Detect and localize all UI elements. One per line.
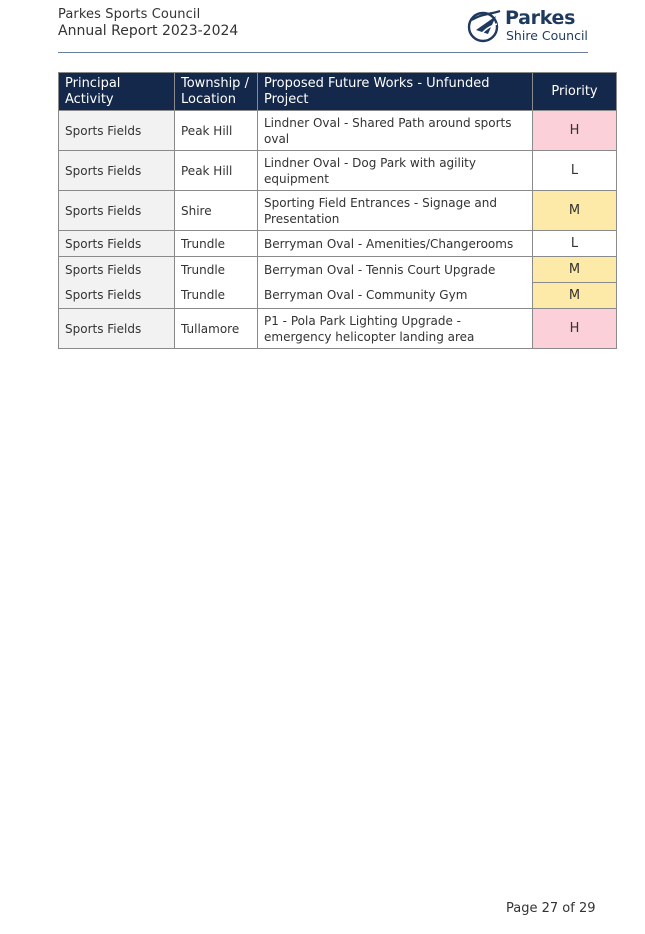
cell-project: Berryman Oval - Community Gym	[258, 283, 533, 309]
cell-priority: H	[533, 111, 617, 151]
table-row	[59, 151, 617, 191]
unfunded-works-table	[58, 72, 617, 349]
cell-priority: M	[533, 191, 617, 231]
table-row	[59, 231, 617, 257]
cell-activity: Sports Fields	[59, 257, 175, 283]
cell-activity: Sports Fields	[59, 283, 175, 309]
table-header-row	[59, 73, 617, 111]
cell-project: P1 - Pola Park Lighting Upgrade - emergency helicopter landing area	[258, 309, 533, 349]
cell-project: Lindner Oval - Dog Park with agility equipment	[258, 151, 533, 191]
header-principal-activity: Principal Activity	[59, 73, 175, 111]
cell-priority: M	[533, 283, 617, 309]
table-row	[59, 283, 617, 309]
cell-location: Trundle	[175, 283, 258, 309]
cell-location: Peak Hill	[175, 151, 258, 191]
cell-project: Berryman Oval - Amenities/Changerooms	[258, 231, 533, 257]
table-row	[59, 257, 617, 283]
table-row	[59, 309, 617, 349]
cell-priority: H	[533, 309, 617, 349]
cell-project: Berryman Oval - Tennis Court Upgrade	[258, 257, 533, 283]
cell-priority: L	[533, 231, 617, 257]
cell-activity: Sports Fields	[59, 151, 175, 191]
logo-word-parkes: Parkes	[505, 7, 576, 29]
cell-location: Peak Hill	[175, 111, 258, 151]
cell-priority: M	[533, 257, 617, 283]
header-priority: Priority	[533, 73, 617, 111]
cell-activity: Sports Fields	[59, 309, 175, 349]
parkes-shire-council-logo-icon	[466, 8, 502, 44]
cell-activity: Sports Fields	[59, 231, 175, 257]
cell-activity: Sports Fields	[59, 191, 175, 231]
header-proposed-works: Proposed Future Works - Unfunded Project	[258, 73, 533, 111]
organisation-name: Parkes Sports Council	[58, 7, 201, 22]
page-number: Page 27 of 29	[506, 901, 596, 916]
header-township-location: Township / Location	[175, 73, 258, 111]
report-title: Annual Report 2023-2024	[58, 23, 239, 39]
cell-priority: L	[533, 151, 617, 191]
cell-location: Shire	[175, 191, 258, 231]
council-logo	[466, 8, 591, 44]
cell-project: Sporting Field Entrances - Signage and Presentation	[258, 191, 533, 231]
cell-project: Lindner Oval - Shared Path around sports oval	[258, 111, 533, 151]
table-row	[59, 111, 617, 151]
cell-location: Tullamore	[175, 309, 258, 349]
logo-word-shire-council: Shire Council	[506, 28, 588, 43]
header-divider	[58, 52, 588, 53]
cell-location: Trundle	[175, 231, 258, 257]
cell-activity: Sports Fields	[59, 111, 175, 151]
cell-location: Trundle	[175, 257, 258, 283]
table-row	[59, 191, 617, 231]
